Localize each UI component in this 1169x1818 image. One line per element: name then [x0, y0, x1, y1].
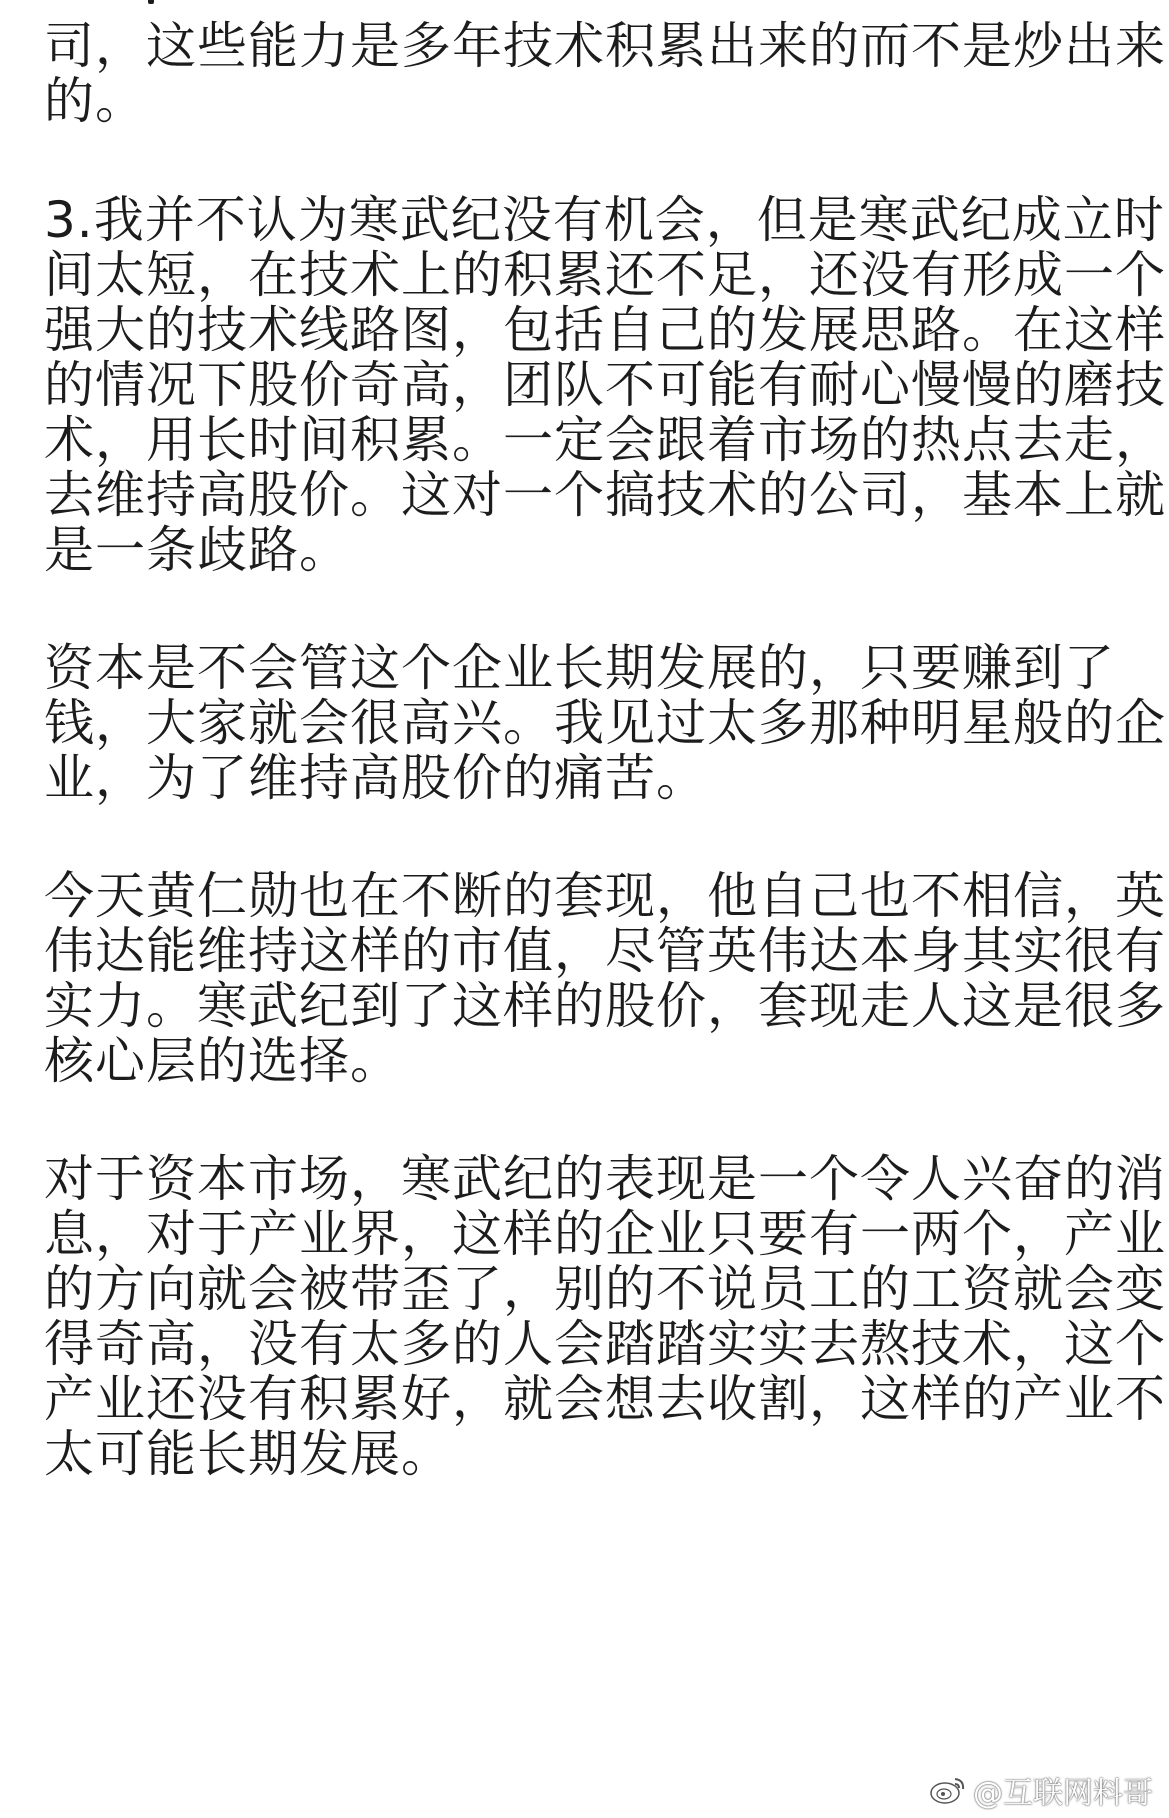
text-line: 得奇高，没有太多的人会踏踏实实去熬技术，这个: [44, 1315, 1166, 1373]
text-line: 去维持高股价。这对一个搞技术的公司，基本上就: [44, 466, 1166, 524]
text-line: 是一条歧路。: [44, 521, 350, 579]
text-line: 钱，大家就会很高兴。我见过太多那种明星般的企: [44, 694, 1166, 752]
text-line: 间太短，在技术上的积累还不足，还没有形成一个: [44, 246, 1166, 304]
weibo-icon: [929, 1775, 967, 1805]
text-line: 实力。寒武纪到了这样的股价，套现走人这是很多: [44, 977, 1166, 1035]
text-line: 伟达能维持这样的市值，尽管英伟达本身其实很有: [44, 922, 1166, 980]
text-line: 资本是不会管这个企业长期发展的，只要赚到了: [44, 639, 1115, 697]
text-line: 息，对于产业界，这样的企业只要有一两个，产业: [44, 1205, 1166, 1263]
watermark-text: @互联网料哥: [973, 1776, 1153, 1811]
watermark: [923, 1770, 1153, 1810]
text-line: 的。: [44, 72, 146, 130]
cropped-text-fragment: [44, 0, 244, 8]
text-line: 核心层的选择。: [44, 1032, 401, 1090]
text-line: 太可能长期发展。: [44, 1425, 452, 1483]
text-line: 的方向就会被带歪了，别的不说员工的工资就会变: [44, 1260, 1166, 1318]
text-line: 强大的技术线路图，包括自己的发展思路。在这样: [44, 301, 1166, 359]
text-line: 产业还没有积累好，就会想去收割，这样的产业不: [44, 1370, 1166, 1428]
text-line: 今天黄仁勋也在不断的套现，他自己也不相信，英: [44, 867, 1166, 925]
text-line: 对于资本市场，寒武纪的表现是一个令人兴奋的消: [44, 1150, 1166, 1208]
text-line: 3.我并不认为寒武纪没有机会，但是寒武纪成立时: [44, 191, 1165, 249]
text-line: 司，这些能力是多年技术积累出来的而不是炒出来: [44, 17, 1166, 75]
text-line: 业，为了维持高股价的痛苦。: [44, 749, 707, 807]
text-line: 的情况下股价奇高，团队不可能有耐心慢慢的磨技: [44, 356, 1166, 414]
text-line: 术，用长时间积累。一定会跟着市场的热点去走，: [44, 411, 1166, 469]
